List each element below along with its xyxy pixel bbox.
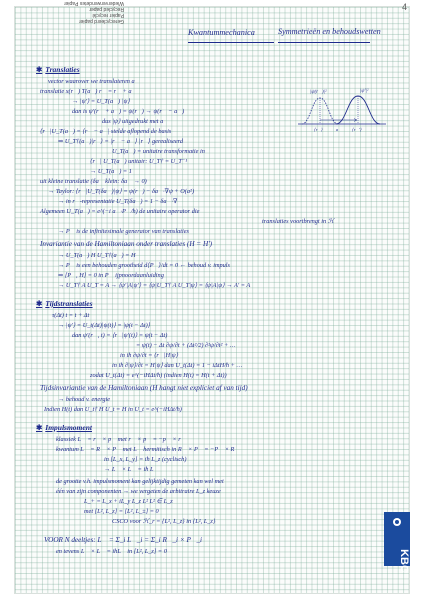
note-line: in iħ ∂ψ/∂t = ⟨r⃗|H|ψ⟩ — [120, 352, 179, 359]
note-line: vector waarover we translateren a⃗ — [48, 78, 140, 85]
x-label-mid: a⃗ — [336, 127, 342, 132]
section-title-impulsmoment — [36, 424, 92, 432]
note-line: in [L_x, L_y] = iħ L_z (cyclisch) — [104, 456, 187, 463]
note-line: ⟨r⃗|U_T(a⃗) = ⟨r⃗ − a⃗| stelde aflopend de basis — [40, 128, 172, 135]
section-title-translaties — [36, 66, 80, 74]
note-line: → in r⃗-representatie U_T(δa⃗) = 1 − δa⃗·∇ — [58, 198, 178, 205]
note-line: τ(Δt) t = t + Δt — [52, 312, 90, 319]
note-line: in iħ ∂|ψ⟩/∂t = H|ψ⟩ dan U_t(Δt) = 1 − iΔtH/ħ + … — [112, 362, 243, 369]
stamp-line: Papier recyclé — [92, 12, 124, 18]
note-line: met [L², L_z] = [L², L_±] = 0 — [84, 508, 159, 515]
star-bullet-icon: ✱ — [36, 65, 43, 74]
note-line: → |ψ'⟩ = U_t(Δt)|ψ(t)⟩ = |ψ(t − Δt)⟩ — [58, 322, 151, 329]
note-line: de grootte v.h. impulsmoment kan gelijktijdig gemeten kan wel met — [56, 478, 224, 485]
star-bullet-icon: ✱ — [36, 423, 43, 432]
note-line: = ψ(t) − Δt ∂ψ/∂t + (Δt²/2) ∂²ψ/∂t² + … — [136, 342, 236, 349]
note-line: → U_T(a⃗) H U_T†(a⃗) = H — [58, 252, 136, 259]
note-line: Invariantie van de Hamiltoniaan onder translaties (H = H') — [40, 240, 213, 248]
note-line: L_+ = L_x + iL_y L_z L² L² ∈ L_z — [84, 498, 173, 505]
note-line: Indien H(t) dan U_t† H U_t = H in U_t = e^(−iHΔt/ħ) — [44, 406, 182, 413]
note-line: dan is ψ'(r⃗ + a⃗) = ψ(r⃗) → ψ(r⃗ − a⃗) — [72, 108, 185, 115]
star-bullet-icon: ✱ — [36, 299, 43, 308]
note-line: VOOR N deeltjes: L⃗ = Σ_i L⃗_i = Σ_i R⃗_i × P⃗_i — [44, 536, 203, 544]
section-title-text: Impulsmoment — [45, 423, 92, 432]
note-line: translatie x(r⃗) T(a⃗) r⃗ = r⃗ + a⃗ — [40, 88, 137, 95]
kbc-logo-text: KBC — [398, 549, 410, 573]
note-line: → |ψ'⟩ = U_T(a⃗) |ψ⟩ — [72, 98, 130, 105]
left-curve-label: |ψ(r⃗)|² — [310, 90, 327, 95]
right-curve-label: |ψ'|² — [360, 89, 369, 94]
note-line: en tevens L⃗ × L⃗ = iħL⃗ in [L², L_z] = 0 — [56, 548, 167, 555]
note-line: zodat U_t(Δt) = e^(−iHΔt/ħ) (indien H(t) = H(t + Δt)) — [90, 372, 227, 379]
section-title-text: Tijdstranslaties — [45, 299, 93, 308]
note-line: dus |ψ⟩ uitgedrukt met a⃗ — [102, 118, 169, 125]
section-title-tijdstranslaties — [36, 300, 93, 308]
x-label-left: ⟨r⃗⟩ — [314, 127, 323, 132]
note-line: → Taylor: ⟨r⃗|U_T(δa⃗)|ψ⟩ = ψ(r⃗) − δa⃗·∇ψ + O(a²) — [48, 188, 195, 195]
note-line: → L⃗ × L⃗ = iħ L⃗ — [104, 466, 159, 473]
note-line: dan ψ'(r⃗, t) = ⟨r⃗|ψ'(t)⟩ = ψ(t − Δt) — [72, 332, 168, 339]
note-line: → U_T(a⃗) = 1 — [90, 168, 132, 175]
note-line: → U_T† A U_T = A → ⟨ψ'|A|ψ'⟩ = ⟨ψ|U_T† A U_T|ψ⟩ = ⟨ψ|A|ψ⟩ → A' = A — [58, 282, 251, 289]
note-line: Algemeen U_T(a⃗) = e^(−i a⃗·P⃗/ħ) de unitaire operator die — [40, 208, 200, 215]
note-line: één van zijn componenten → we vergeten de arbitraire L_z keuze — [56, 488, 221, 495]
note-line: → behoud v. energie — [58, 396, 111, 403]
section-title-text: Translaties — [45, 65, 80, 74]
note-line: → P⃗ is een behouden grootheid d⟨P⃗⟩/dt = 0 ← behoud v. impuls — [58, 262, 230, 269]
note-line: ⇒ [P⃗, H] = 0 in P⃗ ijpnoordaanluiding — [58, 272, 164, 279]
note-line: translaties voortbrengt in ℋ — [262, 218, 334, 225]
stamp-line: Gerecycleerd papier — [78, 18, 124, 24]
wavefunction-translation-sketch — [296, 84, 388, 134]
note-line: ⇒ U_T†(a⃗)|r⃗⟩ = |r⃗ − a⃗⟩ |r⃗⟩ gerealiseerd — [58, 138, 184, 145]
note-line: Tijdsinvariantie van de Hamiltoniaan (H hangt niet expliciet af van tijd) — [40, 384, 248, 392]
kbc-logo — [384, 512, 410, 573]
stamp-line: Wiederverwendetes Papier — [63, 0, 124, 6]
recycled-paper-stamp — [28, 0, 124, 24]
note-line: CSCO voor ℋ_r = {L², L_z} in {L², L_z} — [112, 518, 216, 525]
note-line: uit kleine translatie (δa⃗ klein: δa⃗ → 0) — [40, 178, 147, 185]
page-number: 4 — [402, 2, 408, 12]
note-line: → P⃗ is de infinitesimale generator van translaties — [58, 228, 189, 235]
header-chapter-title: Symmetrieën en behoudswetten — [278, 28, 370, 43]
header-course-title: Kwantummechanica — [188, 28, 274, 43]
note-line: U_T(a⃗) = unitaire transformatie in ℋ — [112, 148, 212, 155]
note-line: klassiek L⃗ = r⃗ × p⃗ met r⃗ × p⃗ = −p⃗ × r⃗ — [56, 436, 186, 443]
note-line: ⟨r⃗| U_T(a⃗) unitair: U_T† = U_T⁻¹ — [90, 158, 188, 165]
stamp-line: Recycled paper — [89, 6, 124, 12]
kbc-logo-mark-icon — [390, 516, 404, 528]
note-line: kwantum L⃗ = R⃗ × P⃗ met L⃗ hermitisch in R⃗ × P⃗ = −P⃗ × R⃗ — [56, 446, 240, 453]
x-label-right: ⟨r⃗'⟩ — [352, 127, 362, 132]
